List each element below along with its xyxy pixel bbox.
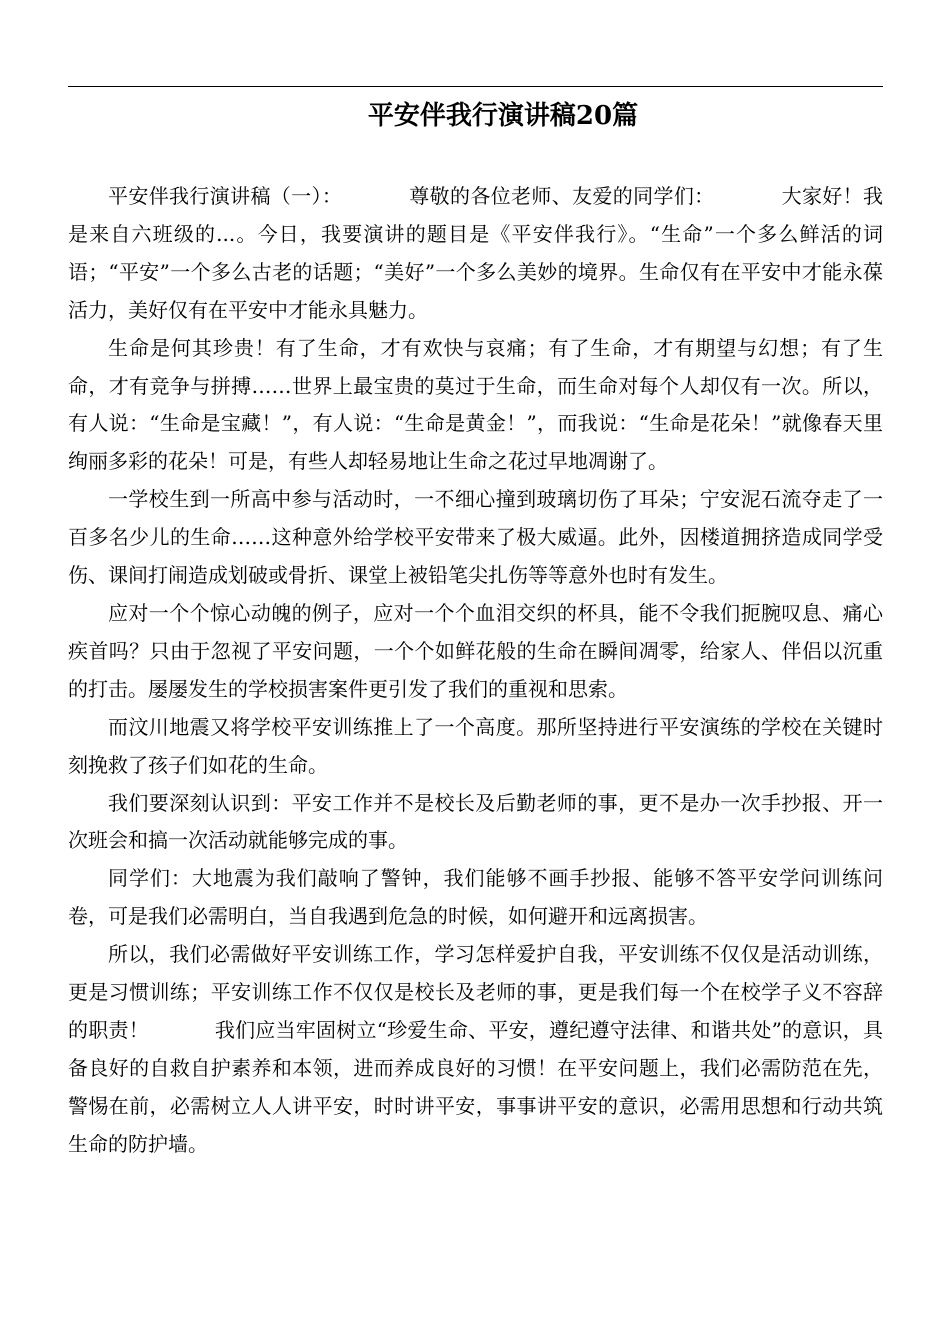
document-body <box>68 178 883 1164</box>
paragraph-1: 平安伴我行演讲稿（一）： 尊敬的各位老师、友爱的同学们： 大家好！我是来自六班级的...。今日，我要演讲的题目是《平安伴我行》。“生命”一个多么鲜活的词语；“平安”一个多么古老的话题；“美好”一个多么美妙的境界。生命仅有在平安中才能永葆活力，美好仅有在平安中才能永具魅力。 <box>68 184 883 322</box>
paragraph-8: 所以，我们必需做好平安训练工作，学习怎样爱护自我，平安训练不仅仅是活动训练，更是习惯训练；平安训练工作不仅仅是校长及老师的事，更是我们每一个在校学子义不容辞的职责！ 我们应当牢固树立“珍爱生命、平安，遵纪遵守法律、和谐共处”的意识，具备良好的自救自护素养和本领，进而养成良好的习惯！在平安问题上，我们必需防范在先，警惕在前，必需树立人人讲平安，时时讲平安，事事讲平安的意识，必需用思想和行动共筑生命的防护墙。 <box>68 942 883 1156</box>
header-rule <box>68 86 883 87</box>
paragraph-7: 同学们：大地震为我们敲响了警钟，我们能够不画手抄报、能够不答平安学问训练问卷，可是我们必需明白，当自我遇到危急的时候，如何避开和远离损害。 <box>68 866 883 929</box>
paragraph-3: 一学校生到一所高中参与活动时，一不细心撞到玻璃切伤了耳朵；宁安泥石流夺走了一百多名少儿的生命……这种意外给学校平安带来了极大威逼。此外，因楼道拥挤造成同学受伤、课间打闹造成划破或骨折、课堂上被铅笔尖扎伤等等意外也时有发生。 <box>68 487 883 588</box>
paragraph-6: 我们要深刻认识到：平安工作并不是校长及后勤老师的事，更不是办一次手抄报、开一次班会和搞一次活动就能够完成的事。 <box>68 790 883 853</box>
paragraph-4: 应对一个个惊心动魄的例子，应对一个个血泪交织的杯具，能不令我们扼腕叹息、痛心疾首吗？只由于忽视了平安问题，一个个如鲜花般的生命在瞬间凋零，给家人、伴侣以沉重的打击。屡屡发生的学校损害案件更引发了我们的重视和思索。 <box>68 600 883 701</box>
paragraph-5: 而汶川地震又将学校平安训练推上了一个高度。那所坚持进行平安演练的学校在关键时刻挽救了孩子们如花的生命。 <box>68 714 883 777</box>
paragraph-2: 生命是何其珍贵！有了生命，才有欢快与哀痛；有了生命，才有期望与幻想；有了生命，才有竞争与拼搏……世界上最宝贵的莫过于生命，而生命对每个人却仅有一次。所以，有人说：“生命是宝藏！”，有人说：“生命是黄金！”，而我说：“生命是花朵！”就像春天里绚丽多彩的花朵！可是，有些人却轻易地让生命之花过早地凋谢了。 <box>68 335 883 474</box>
document-title: 平安伴我行演讲稿20篇 <box>367 101 639 131</box>
